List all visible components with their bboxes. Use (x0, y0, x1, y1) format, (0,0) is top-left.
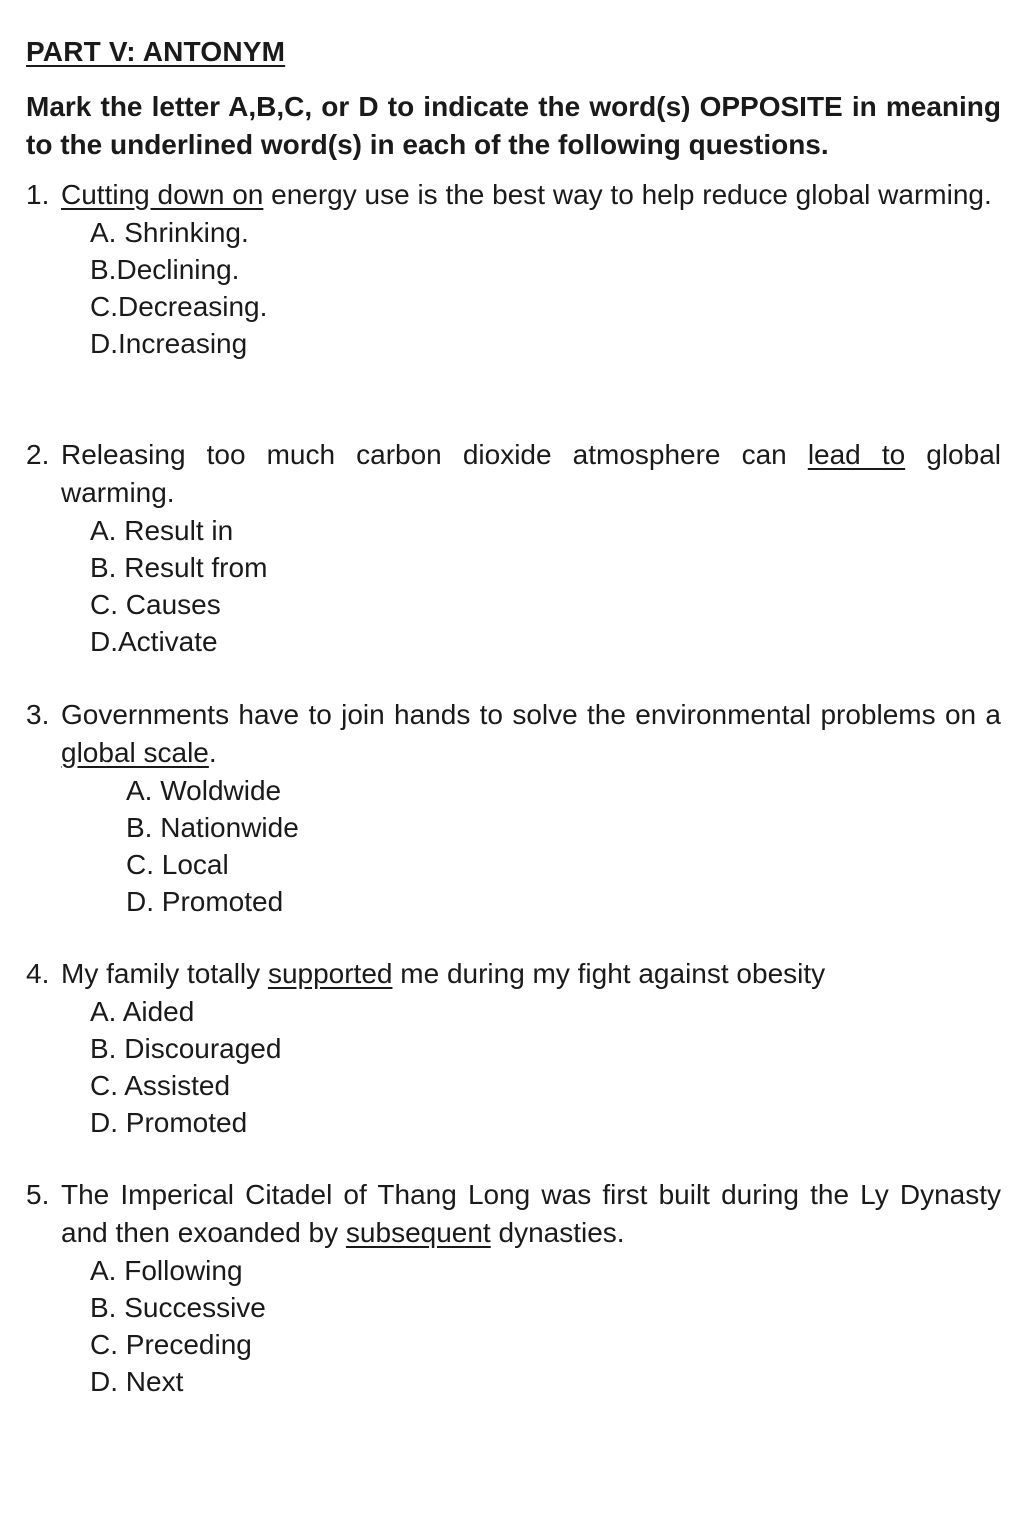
option-text: Increasing (118, 328, 248, 359)
question-2 (26, 436, 1001, 660)
option-letter: B. (90, 254, 117, 285)
instruction-text: Mark the letter A,B,C, or D to indicate the word(s) OPPOSITE in meaning to the underlined word(s) in each of the following questions. (26, 91, 1001, 160)
option-text: Assisted (124, 1070, 231, 1101)
option-letter: A. (126, 775, 153, 806)
option-text: Shrinking. (124, 217, 249, 248)
underlined-word: global scale (61, 737, 209, 768)
options-list (26, 214, 1001, 362)
question-stem (26, 436, 1001, 512)
option-letter: D. (90, 328, 118, 359)
option-letter: B. (90, 1292, 117, 1323)
option-a[interactable] (90, 993, 1001, 1030)
option-d[interactable] (90, 1363, 1001, 1400)
option-letter: A. (90, 515, 117, 546)
option-letter: C. (90, 1070, 118, 1101)
question-1 (26, 176, 1001, 362)
option-b[interactable] (90, 549, 1001, 586)
option-letter: D. (90, 1107, 118, 1138)
underlined-word: subsequent (345, 1217, 491, 1248)
option-a[interactable] (126, 772, 1001, 809)
option-letter: D. (126, 886, 154, 917)
option-letter: A. (90, 217, 117, 248)
section-title: PART V: ANTONYM (26, 36, 286, 67)
options-list (26, 1252, 1001, 1400)
question-stem (26, 696, 1001, 772)
stem-text-before: Releasing too much carbon dioxide atmosphere can (61, 439, 808, 470)
option-text: Result in (124, 515, 234, 546)
option-text: Aided (122, 996, 195, 1027)
option-letter: C. (90, 1329, 118, 1360)
options-list (26, 993, 1001, 1141)
underlined-word: lead to (807, 439, 906, 470)
underlined-word: Cutting down on (61, 179, 264, 210)
question-number: 2. (26, 439, 50, 470)
question-stem (26, 955, 1001, 993)
option-c[interactable] (90, 586, 1001, 623)
option-text: Woldwide (160, 775, 282, 806)
question-number: 4. (26, 958, 50, 989)
option-text: Causes (125, 589, 221, 620)
option-d[interactable] (90, 1104, 1001, 1141)
option-text: Preceding (125, 1329, 252, 1360)
option-letter: C. (126, 849, 154, 880)
stem-text-after: me during my fight against obesity (392, 958, 826, 989)
option-letter: B. (90, 1033, 117, 1064)
option-b[interactable] (90, 251, 1001, 288)
option-d[interactable] (90, 623, 1001, 660)
stem-text-before: The Imperical Citadel of Thang Long was first built during the Ly Dynasty and then exoanded by (61, 1179, 1001, 1248)
option-a[interactable] (90, 1252, 1001, 1289)
question-number: 3. (26, 699, 50, 730)
option-text: Decreasing. (118, 291, 268, 322)
stem-text-after: global warming. (61, 439, 1001, 508)
question-stem (26, 1176, 1001, 1252)
stem-text-after: . (208, 737, 217, 768)
option-c[interactable] (126, 846, 1001, 883)
question-4 (26, 955, 1001, 1141)
option-text: Promoted (161, 886, 284, 917)
option-letter: B. (126, 812, 153, 843)
option-letter: D. (90, 1366, 118, 1397)
option-text: Following (124, 1255, 243, 1286)
option-text: Nationwide (160, 812, 299, 843)
option-b[interactable] (90, 1289, 1001, 1326)
question-number: 1. (26, 179, 50, 210)
stem-text-before: My family totally (61, 958, 268, 989)
option-text: Activate (118, 626, 218, 657)
option-letter: B. (90, 552, 117, 583)
question-number: 5. (26, 1179, 50, 1210)
stem-text-before: Governments have to join hands to solve the environmental problems on a (61, 699, 1001, 730)
options-list (26, 512, 1001, 660)
option-text: Successive (124, 1292, 266, 1323)
underlined-word: supported (267, 958, 393, 989)
option-b[interactable] (126, 809, 1001, 846)
option-text: Next (125, 1366, 184, 1397)
option-letter: C. (90, 291, 118, 322)
option-c[interactable] (90, 288, 1001, 325)
option-text: Promoted (125, 1107, 248, 1138)
option-letter: C. (90, 589, 118, 620)
option-c[interactable] (90, 1067, 1001, 1104)
option-text: Declining. (116, 254, 240, 285)
option-a[interactable] (90, 214, 1001, 251)
option-a[interactable] (90, 512, 1001, 549)
options-list (26, 772, 1001, 920)
option-d[interactable] (126, 883, 1001, 920)
question-5 (26, 1176, 1001, 1400)
option-text: Result from (124, 552, 268, 583)
stem-text-after: energy use is the best way to help reduce global warming. (263, 179, 992, 210)
option-letter: D. (90, 626, 118, 657)
option-b[interactable] (90, 1030, 1001, 1067)
option-c[interactable] (90, 1326, 1001, 1363)
stem-text-after: dynasties. (490, 1217, 625, 1248)
option-letter: A. (90, 996, 117, 1027)
option-d[interactable] (90, 325, 1001, 362)
option-letter: A. (90, 1255, 117, 1286)
option-text: Discouraged (124, 1033, 282, 1064)
question-stem (26, 176, 1001, 214)
question-3 (26, 696, 1001, 920)
option-text: Local (161, 849, 229, 880)
